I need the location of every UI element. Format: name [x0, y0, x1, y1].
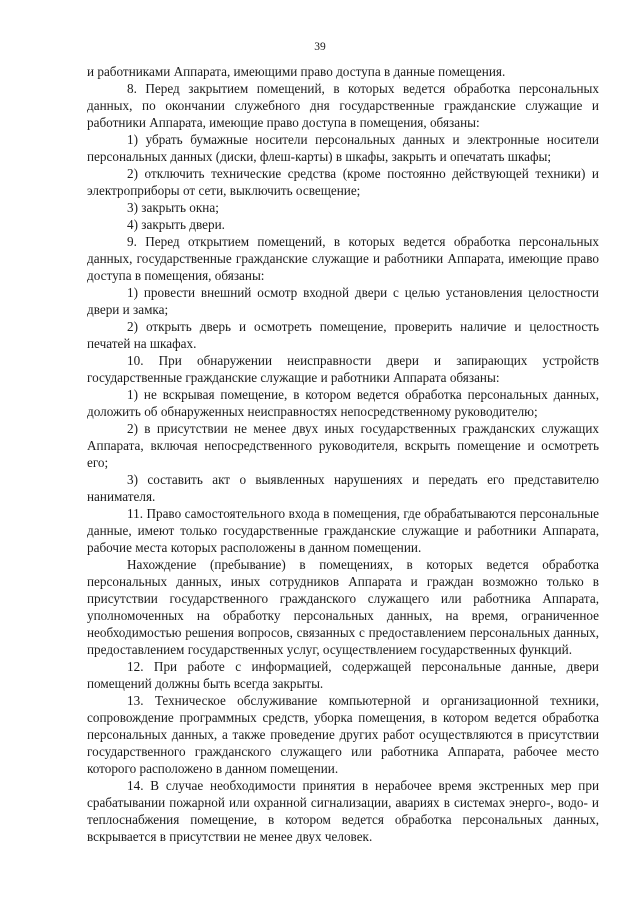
- paragraph-item-10-3: 3) составить акт о выявленных нарушениях и передать его представителю нанимателя.: [87, 472, 599, 504]
- paragraph-item-12: 12. При работе с информацией, содержащей персональные данные, двери помещений должны быть всегда закрыты.: [87, 659, 599, 691]
- document-body: [87, 63, 599, 845]
- paragraph-continuation: и работниками Аппарата, имеющими право доступа в данные помещения.: [87, 64, 506, 79]
- paragraph-item-8-2: 2) отключить технические средства (кроме постоянно действующей техники) и электроприборы от сети, выключить освещение;: [87, 166, 599, 198]
- paragraph-item-11-presence: Нахождение (пребывание) в помещениях, в которых ведется обработка персональных данных, иных сотрудников Аппарата и граждан возможно только в присутствии государственного гражданского служащего или работника Аппарата, уполномоченных на обработку персональных данных, на время, ограниченное необходимостью решения вопросов, связанных с предоставлением персональных данных, предоставлением государственных услуг, осуществлением государственных функций.: [87, 557, 599, 657]
- paragraph-item-13: 13. Техническое обслуживание компьютерной и организационной техники, сопровождение программных средств, уборка помещения, в котором ведется обработка персональных данных, а также проведение других работ осуществляются в присутствии государственного гражданского служащего или работника Аппарата, рабочее место которого расположено в данном помещении.: [87, 693, 599, 776]
- page-number: 39: [314, 41, 326, 53]
- paragraph-item-10-1: 1) не вскрывая помещение, в котором ведется обработка персональных данных, доложить об обнаруженных неисправностях непосредственному руководителю;: [87, 387, 599, 419]
- paragraph-item-9: 9. Перед открытием помещений, в которых ведется обработка персональных данных, государственные гражданские служащие и работники Аппарата, имеющие право доступа в помещения, обязаны:: [87, 234, 599, 283]
- paragraph-item-10: 10. При обнаружении неисправности двери и запирающих устройств государственные гражданские служащие и работники Аппарата обязаны:: [87, 353, 599, 385]
- paragraph-item-8-4: 4) закрыть двери.: [127, 217, 225, 232]
- paragraph-item-8: 8. Перед закрытием помещений, в которых ведется обработка персональных данных, по окончании служебного дня государственные гражданские служащие и работники Аппарата, имеющие право доступа в помещения, обязаны:: [87, 81, 599, 130]
- paragraph-item-9-2: 2) открыть дверь и осмотреть помещение, проверить наличие и целостность печатей на шкафах.: [87, 319, 599, 351]
- paragraph-item-14: 14. В случае необходимости принятия в нерабочее время экстренных мер при срабатывании пожарной или охранной сигнализации, авариях в системах энерго-, водо- и теплоснабжения помещение, в котором ведется обработка персональных данных, вскрывается в присутствии не менее двух человек.: [87, 778, 599, 844]
- paragraph-item-10-2: 2) в присутствии не менее двух иных государственных гражданских служащих Аппарата, включая непосредственного руководителя, вскрыть помещение и осмотреть его;: [87, 421, 599, 470]
- paragraph-item-9-1: 1) провести внешний осмотр входной двери с целью установления целостности двери и замка;: [87, 285, 599, 317]
- paragraph-item-8-1: 1) убрать бумажные носители персональных данных и электронные носители персональных данных (диски, флеш-карты) в шкафы, закрыть и опечатать шкафы;: [87, 132, 599, 164]
- paragraph-item-11: 11. Право самостоятельного входа в помещения, где обрабатываются персональные данные, имеют только государственные гражданские служащие и работники Аппарата, рабочие места которых расположены в данном помещении.: [87, 506, 599, 555]
- paragraph-item-8-3: 3) закрыть окна;: [127, 200, 219, 215]
